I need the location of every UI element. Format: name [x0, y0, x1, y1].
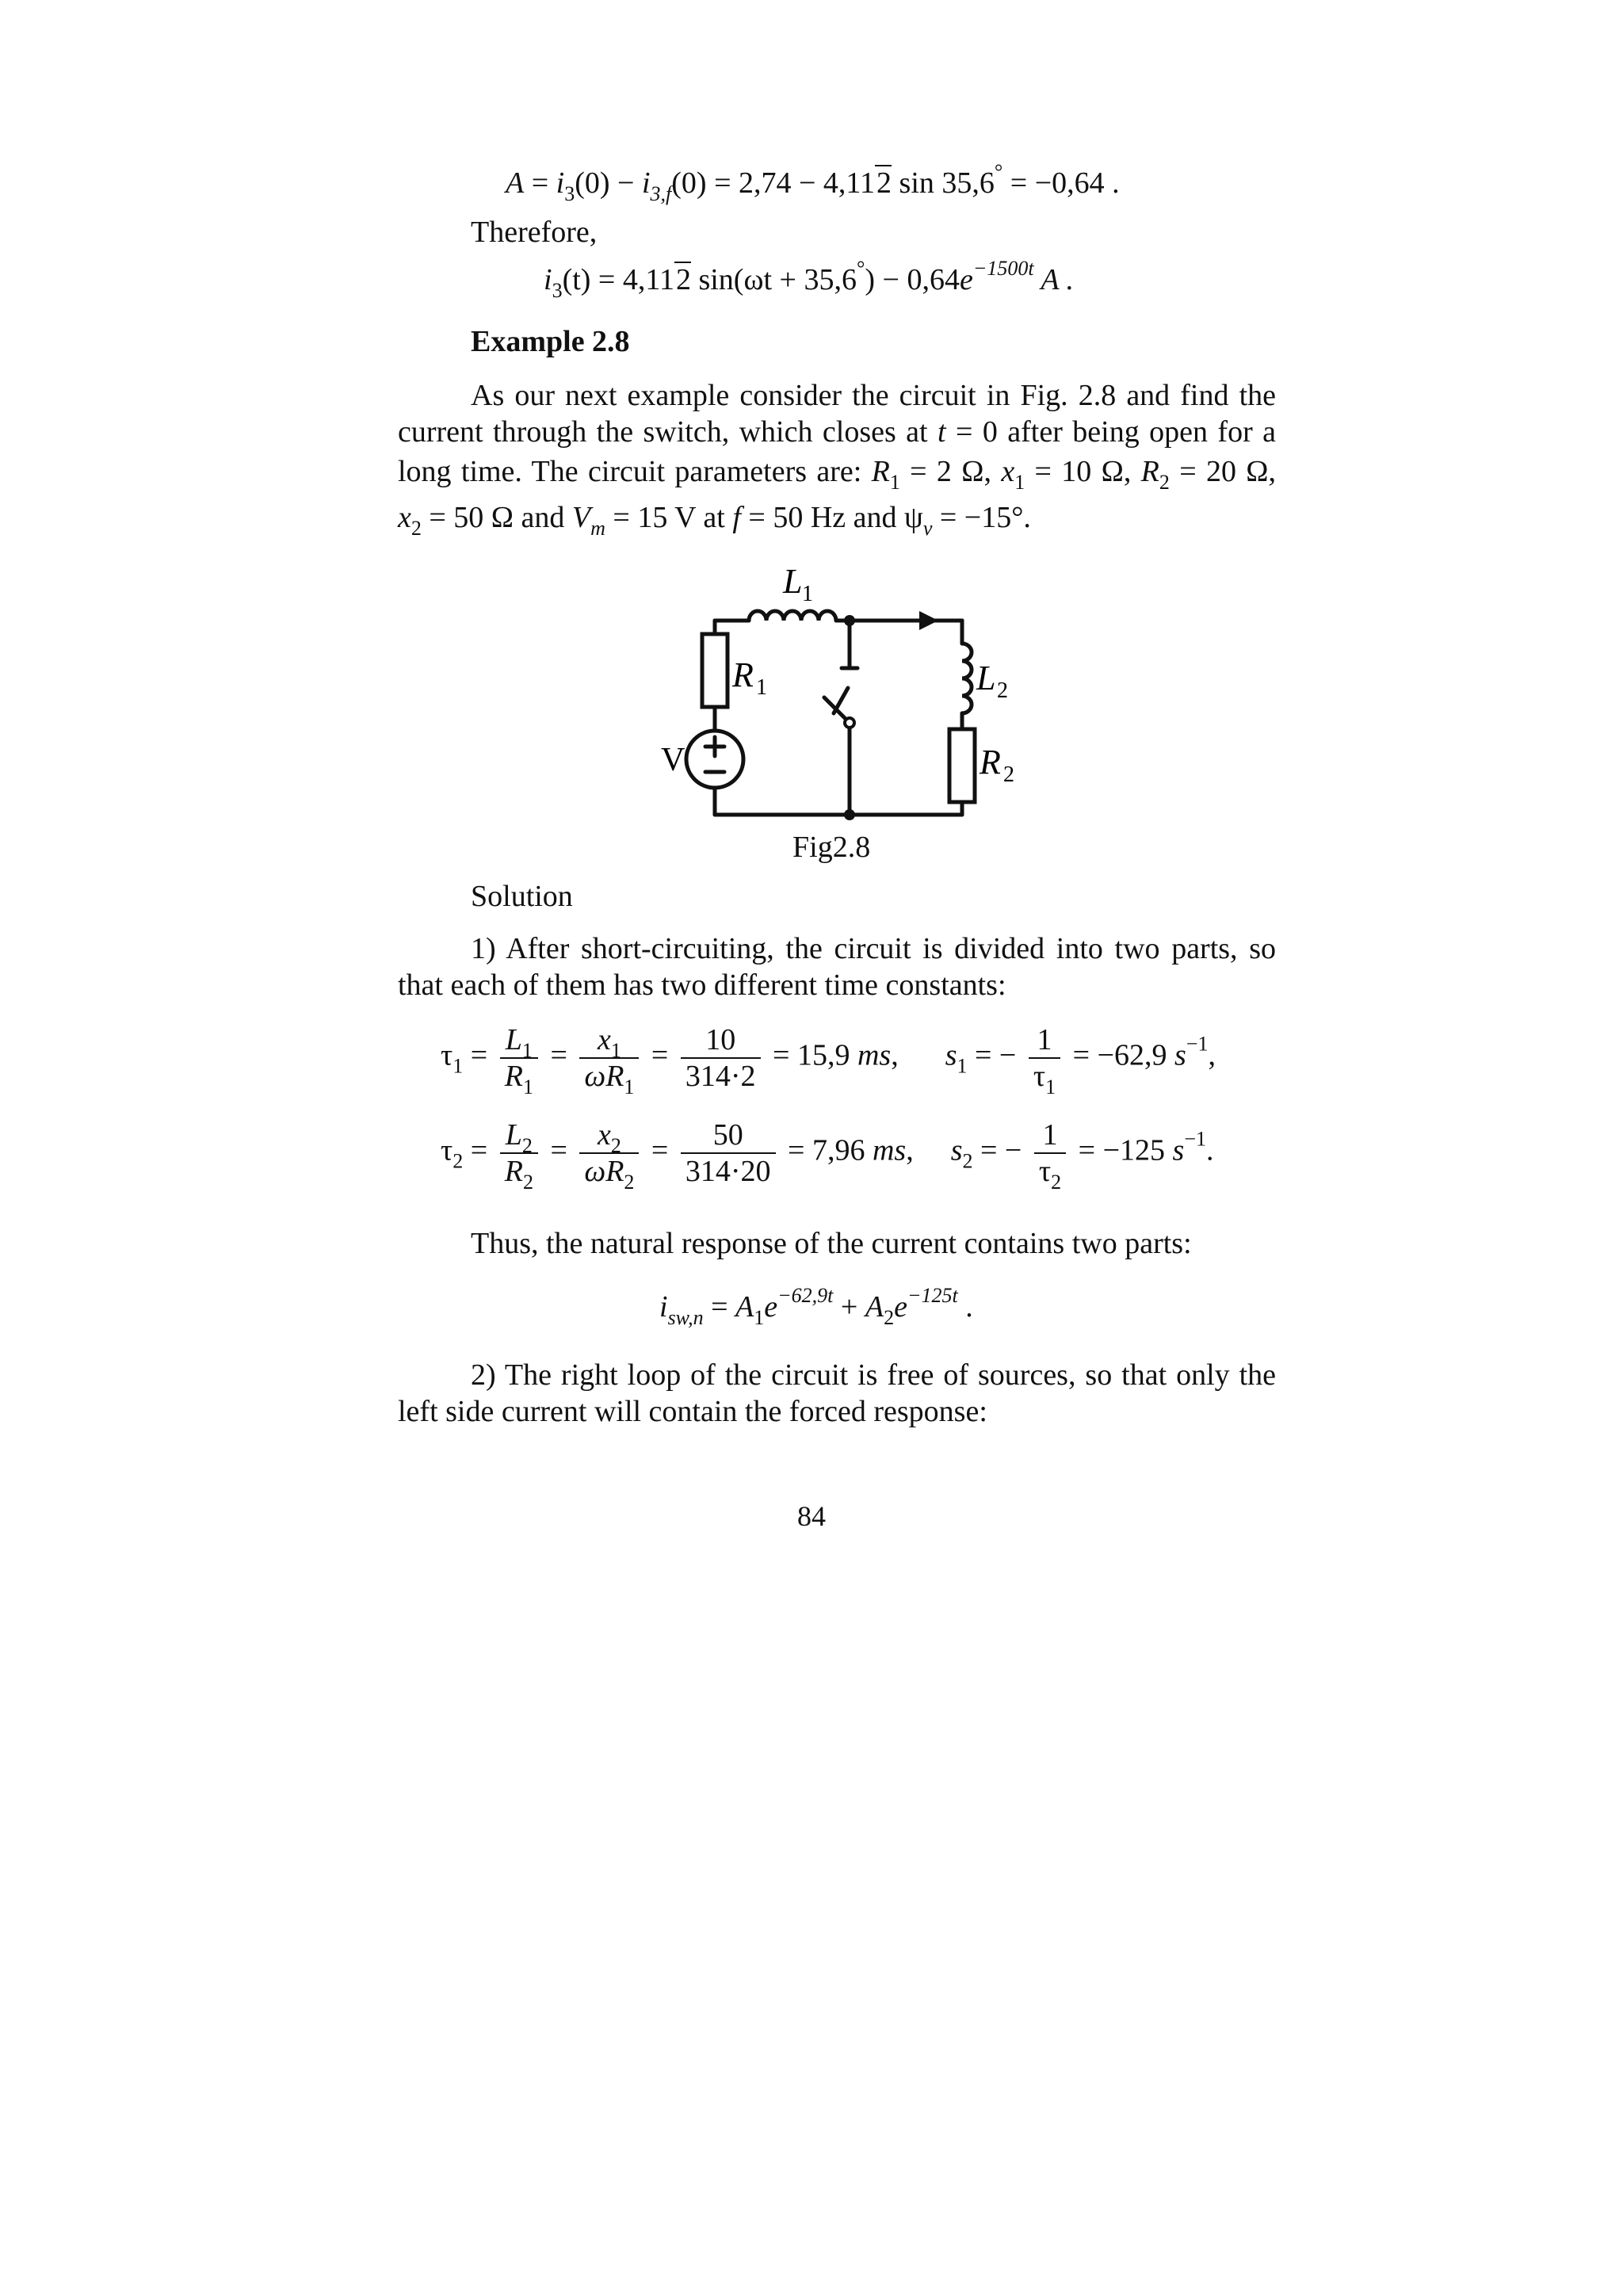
equation-initial-constant: $A = i_3(0) - i_{3,f}(0) = 2,74 - 4,112$ sin 35,6° = −0,64 . — [506, 160, 1120, 205]
exponent: −1500t — [972, 257, 1034, 280]
label-R1: R — [732, 655, 754, 694]
switch-lever — [834, 688, 848, 713]
symbol-tau: τ — [441, 1038, 453, 1072]
fraction-numeric-1: $\frac{10}{314\cdot 2}$ — [681, 1022, 761, 1094]
current-arrow — [919, 611, 938, 630]
subscript: 3 — [552, 279, 563, 302]
paragraph-2-line-1: 1) After short-circuiting, the circuit is divided into two parts, so — [471, 932, 1276, 965]
fraction-1-tau2: $\frac{1}{\tau_2}$ — [1034, 1117, 1066, 1189]
equation-rest: ) − 0,64 — [865, 263, 960, 296]
paragraph-1-line-2: current through the switch, which closes at t = 0 after being open for a — [398, 415, 1277, 449]
symbol-e: e — [959, 263, 973, 296]
fraction-L2-R2: $\frac{L_2}{R_2}$ — [500, 1117, 538, 1189]
equation-tau1: $\tau_1$ = $\frac{L_1}{R_1}$ = $\frac{x_1}{\omega R_1}$ = $\frac{10}{314\cdot 2}$ = 15,9 ms, $s_1$ = − $\frac{1}{\tau_1}$ = −62,9 $s^{-1}$, — [441, 1023, 1216, 1098]
equation-result: = −0,64 . — [1002, 166, 1120, 200]
resistor-R2 — [949, 729, 975, 802]
paragraph-1-line-4: $x_2 = 50$ Ω and $V_m = 15$ V at f = 50 Hz and $\psi_v = -15^\circ$. — [398, 501, 1031, 540]
argument: (0) — [575, 166, 610, 200]
degree-mark: ° — [994, 160, 1003, 183]
symbol-i: i — [544, 263, 552, 296]
symbol-s2: s — [950, 1133, 963, 1167]
fraction-1-tau1: $\frac{1}{\tau_1}$ — [1029, 1022, 1060, 1094]
equation-left: (t) = 4,11 — [562, 263, 674, 296]
symbol-s1: s — [945, 1038, 957, 1072]
label-L2: L — [976, 659, 996, 697]
paragraph-1-line-1: As our next example consider the circuit in Fig. 2.8 and find the — [471, 379, 1276, 412]
label-L1-sub: 1 — [802, 582, 813, 606]
label-R1-sub: 1 — [756, 675, 767, 700]
paragraph-3-line-1: 2) The right loop of the circuit is free of sources, so that only the — [471, 1358, 1276, 1392]
symbol-A: A — [506, 166, 525, 200]
paragraph-1-line-3: long time. The circuit parameters are: $R_1 = 2$ Ω, $x_1 = 10$ Ω, $R_2 = 20$ Ω, — [398, 455, 1277, 494]
resistor-R1 — [702, 634, 727, 707]
inductor-L1 — [749, 611, 836, 621]
equation-middle: (0) = 2,74 − 4,11 — [671, 166, 876, 200]
sqrt-argument: 2 — [675, 263, 691, 296]
node-top — [844, 615, 855, 626]
subscript: 3 — [564, 182, 575, 205]
sin-term: sin 35,6 — [892, 166, 995, 200]
label-R2-sub: 2 — [1003, 762, 1014, 787]
symbol-i: i — [659, 1290, 668, 1324]
natural-response-text: Thus, the natural response of the current contains two parts: — [471, 1227, 1192, 1260]
fraction-x1-wR1: $\frac{x_1}{\omega R_1}$ — [579, 1022, 639, 1094]
node-bottom — [844, 809, 855, 820]
fraction-numeric-2: $\frac{50}{314\cdot 20}$ — [681, 1117, 776, 1189]
inductor-L2 — [962, 644, 972, 713]
equation-isw-n: $i_{sw,n} = A_1e^{-62,9t} + A_2e^{-125t}$ . — [659, 1284, 973, 1329]
symbol-tau: τ — [441, 1133, 453, 1167]
label-V: V — [661, 742, 685, 778]
subscript: 3,f — [650, 182, 672, 205]
label-R2: R — [980, 743, 1001, 781]
symbol-i3f: i — [641, 166, 651, 200]
degree-mark: ° — [856, 257, 865, 280]
paragraph-3-line-2: left side current will contain the forced response: — [398, 1395, 987, 1428]
example-heading: Example 2.8 — [471, 325, 630, 358]
switch-pivot — [845, 718, 854, 728]
paragraph-2-line-2: that each of them has two different time constants: — [398, 968, 1006, 1002]
figure-caption: Fig2.8 — [792, 831, 871, 864]
label-L1: L — [783, 562, 803, 601]
page-number: 84 — [797, 1500, 826, 1532]
fraction-x2-wR2: $\frac{x_2}{\omega R_2}$ — [579, 1117, 639, 1189]
sqrt-argument: 2 — [876, 166, 892, 200]
unit: A . — [1033, 263, 1074, 296]
solution-heading: Solution — [471, 880, 573, 913]
equation-tau2: $\tau_2$ = $\frac{L_2}{R_2}$ = $\frac{x_2}{\omega R_2}$ = $\frac{50}{314\cdot 20}$ = 7,96 ms, $s_2$ = − $\frac{1}{\tau_2}$ = −125 $s^{-1}$. — [441, 1118, 1214, 1194]
fraction-L1-R1: $\frac{L_1}{R_1}$ — [500, 1022, 538, 1094]
sin-term: sin(ωt + 35,6 — [690, 263, 857, 296]
therefore-text: Therefore, — [471, 216, 598, 249]
symbol-i3: i — [556, 166, 565, 200]
label-L2-sub: 2 — [997, 678, 1008, 703]
